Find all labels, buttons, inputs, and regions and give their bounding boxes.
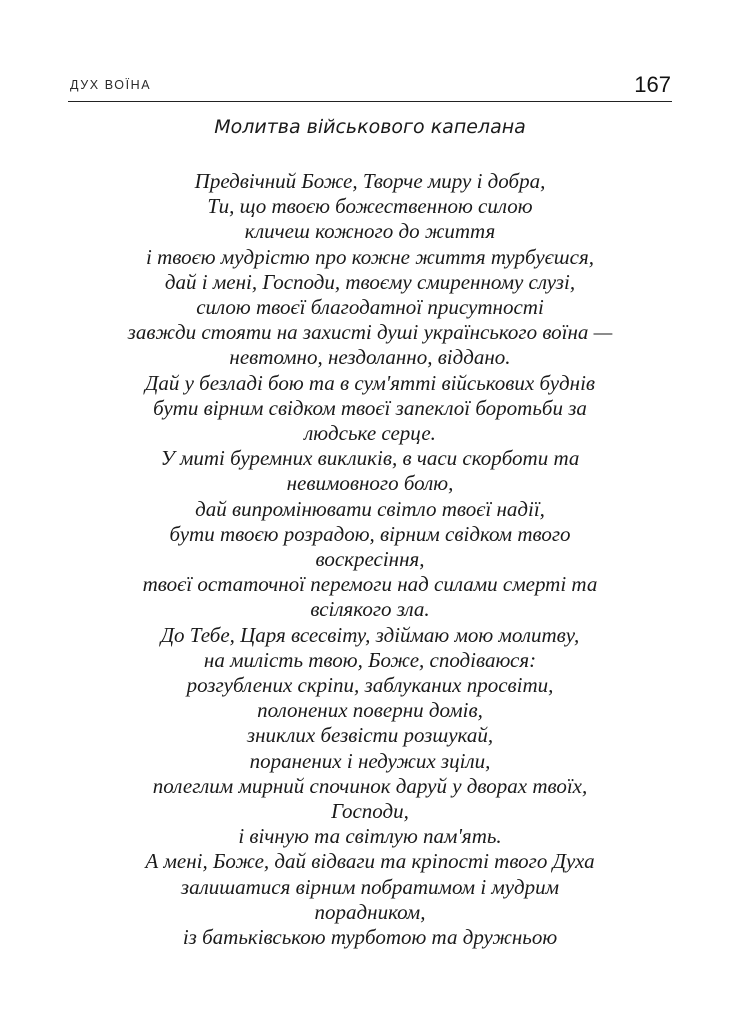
poem-line: із батьківською турботою та дружньою: [182, 925, 558, 950]
running-head-title: ДУХ ВОЇНА: [70, 78, 152, 92]
poem-line: твоєї остаточної перемоги над силами смерті та: [142, 572, 598, 597]
poem-line: кличеш кожного до життя: [244, 219, 496, 244]
page-number: 167: [634, 72, 671, 97]
poem-line: силою твоєї благодатної присутності: [196, 295, 544, 320]
poem-line: розгублених скріпи, заблуканих просвіти,: [186, 673, 554, 698]
poem-line: бути твоєю розрадою, вірним свідком твого: [169, 521, 571, 546]
poem-line: бути вірним свідком твоєї запеклої боротьби за: [153, 395, 587, 420]
poem-line: на милість твою, Боже, сподіваюся:: [203, 647, 537, 672]
poem-line: завжди стояти на захисті душі українського воїна —: [127, 320, 613, 345]
poem-line: поранених і недужих зціли,: [249, 748, 491, 773]
poem-line: Ти, що твоєю божественною силою: [207, 194, 533, 219]
poem-line: У миті буремних викликів, в часи скорботи та: [160, 446, 580, 471]
poem-line: і твоєю мудрістю про кожне життя турбуєшся,: [145, 244, 594, 269]
poem-line: полеглим мирний спочинок даруй у дворах твоїх,: [152, 773, 588, 798]
poem-line: дай і мені, Господи, твоєму смиренному слузі,: [164, 269, 576, 294]
poem-line: залишатися вірним побратимом і мудрим: [180, 874, 560, 899]
poem-title: Молитва військового капелана: [214, 116, 526, 138]
poem-line: всілякого зла.: [310, 597, 430, 622]
poem-line: людське серце.: [304, 421, 436, 446]
poem-line: зниклих безвісти розшукай,: [246, 723, 494, 748]
poem-line: Предвічний Боже, Творче миру і добра,: [194, 169, 546, 193]
poem-line: порадником,: [314, 899, 426, 924]
poem-line: Дай у безладі бою та в сум'ятті військових буднів: [144, 370, 596, 395]
poem-line: До Тебе, Царя всесвіту, здіймаю мою молитву,: [160, 622, 580, 647]
poem-line: невимовного болю,: [286, 471, 454, 496]
poem-line: і вічную та світлую пам'ять.: [238, 824, 502, 849]
header-divider: [68, 101, 672, 102]
poem-line: дай випромінювати світло твоєї надії,: [195, 496, 545, 521]
poem-line: А мені, Боже, дай відваги та кріпості твого Духа: [145, 849, 595, 874]
poem-body: [68, 169, 672, 950]
poem-line: Господи,: [331, 799, 409, 824]
poem-line: воскресіння,: [315, 547, 425, 572]
poem-line: невтомно, нездоланно, віддано.: [229, 345, 511, 370]
poem-line: полонених поверни домів,: [257, 698, 483, 723]
